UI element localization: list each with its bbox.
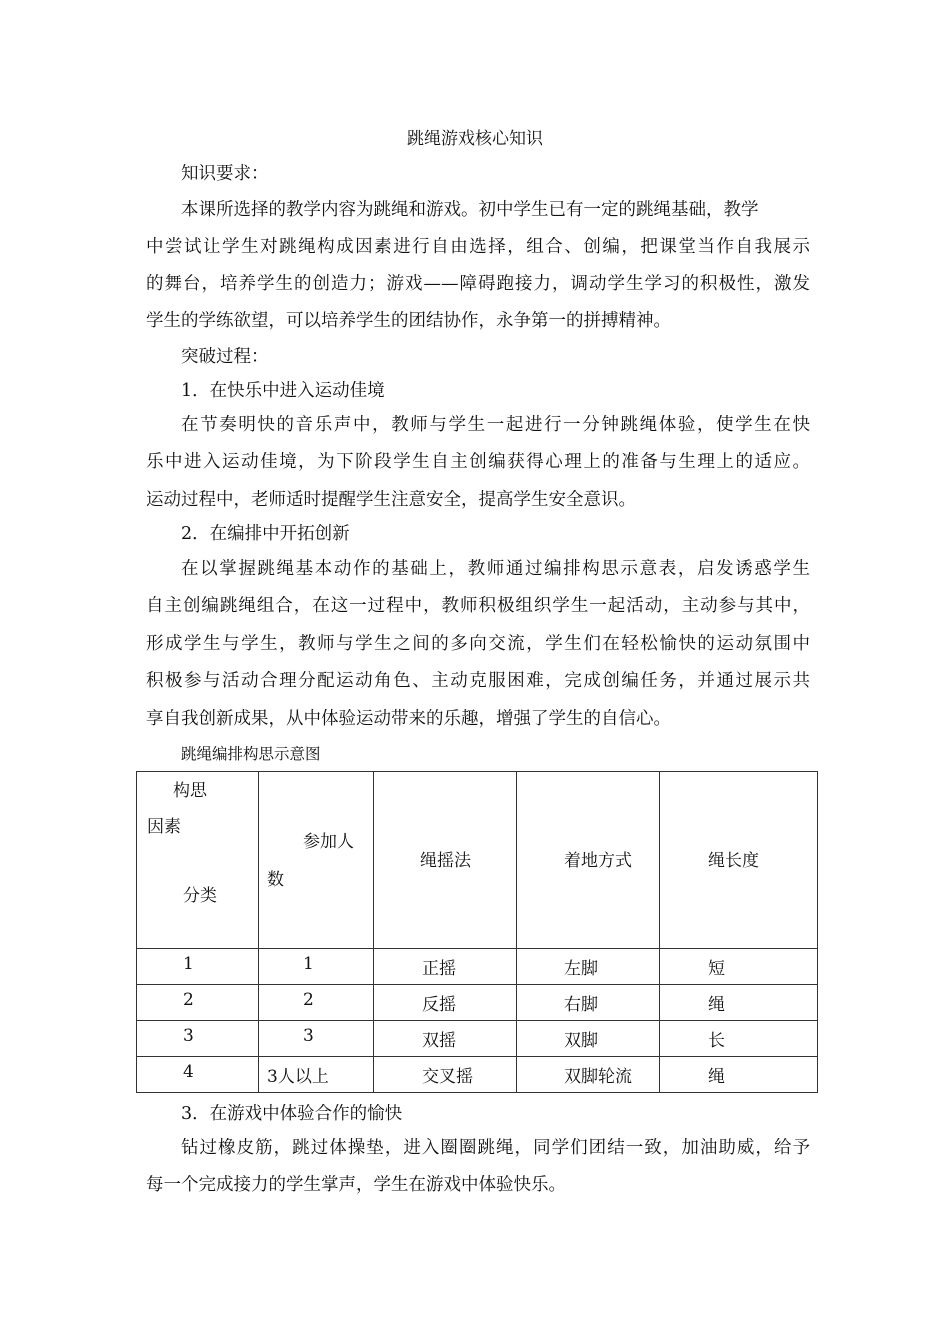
table-cell: 1 xyxy=(303,954,314,974)
participants-header-line2: 数 xyxy=(267,870,284,890)
table-row xyxy=(137,985,818,1021)
table-header-row xyxy=(137,772,818,949)
page-title: 跳绳游戏核心知识 xyxy=(407,129,543,149)
corner-bottom-label: 分类 xyxy=(183,886,217,906)
table-cell: 双脚 xyxy=(564,1031,598,1051)
table-caption: 跳绳编排构思示意图 xyxy=(181,745,321,763)
table-cell: 双脚轮流 xyxy=(564,1067,632,1087)
knowledge-heading: 知识要求： xyxy=(181,164,269,184)
table-cell: 4 xyxy=(183,1062,194,1082)
header-landing: 着地方式 xyxy=(564,851,632,871)
section-2-line-3: 形成学生与学生，教师与学生之间的多向交流，学生们在轻松愉快的运动氛围中 xyxy=(146,634,810,654)
participants-header-cell xyxy=(259,772,374,949)
section-1-title: 1．在快乐中进入运动佳境 xyxy=(181,381,385,401)
table-cell: 2 xyxy=(183,990,194,1010)
section-2-line-2: 自主创编跳绳组合，在这一过程中，教师积极组织学生一起活动，主动参与其中， xyxy=(146,596,810,616)
section-3-title: 3．在游戏中体验合作的愉快 xyxy=(181,1104,403,1124)
section-2-line-5: 享自我创新成果，从中体验运动带来的乐趣，增强了学生的自信心。 xyxy=(146,709,671,729)
table-row xyxy=(137,949,818,985)
table-cell: 3 xyxy=(303,1026,314,1046)
table-cell: 长 xyxy=(708,1031,725,1051)
intro-line-2: 中尝试让学生对跳绳构成因素进行自由选择，组合、创编，把课堂当作自我展示 xyxy=(146,237,810,257)
header-cell-length xyxy=(660,772,818,949)
section-2-line-1: 在以掌握跳绳基本动作的基础上，教师通过编排构思示意表，启发诱惑学生 xyxy=(181,559,810,579)
rope-design-table xyxy=(136,771,818,1093)
table-cell: 绳 xyxy=(708,1067,725,1087)
table-cell: 交叉摇 xyxy=(422,1067,473,1087)
section-1-line-3: 运动过程中，老师适时提醒学生注意安全，提高学生安全意识。 xyxy=(146,490,636,510)
intro-line-3: 的舞台，培养学生的创造力；游戏——障碍跑接力，调动学生学习的积极性，激发 xyxy=(146,274,810,294)
table-cell: 双摇 xyxy=(422,1031,456,1051)
table-cell: 短 xyxy=(708,959,725,979)
section-3-line-1: 钻过橡皮筋，跳过体操垫，进入圈圈跳绳，同学们团结一致，加油助威，给予 xyxy=(181,1138,810,1158)
process-heading: 突破过程： xyxy=(181,347,269,367)
table-cell: 绳 xyxy=(708,995,725,1015)
header-swing: 绳摇法 xyxy=(420,851,471,871)
header-cell-landing xyxy=(517,772,660,949)
table-row xyxy=(137,1021,818,1057)
section-3-line-2: 每一个完成接力的学生掌声，学生在游戏中体验快乐。 xyxy=(146,1175,566,1195)
intro-line-1: 本课所选择的教学内容为跳绳和游戏。初中学生已有一定的跳绳基础，教学 xyxy=(181,200,759,220)
table-cell: 右脚 xyxy=(564,995,598,1015)
header-cell-swing xyxy=(374,772,517,949)
table-row xyxy=(137,1057,818,1093)
section-1-line-2: 乐中进入运动佳境，为下阶段学生自主创编获得心理上的准备与生理上的适应。 xyxy=(146,452,810,472)
header-length: 绳长度 xyxy=(708,851,759,871)
intro-line-4: 学生的学练欲望，可以培养学生的团结协作，永争第一的拼搏精神。 xyxy=(146,311,671,331)
corner-top-label: 构思 xyxy=(173,781,207,801)
section-2-line-4: 积极参与活动合理分配运动角色、主动克服困难，完成创编任务，并通过展示共 xyxy=(146,671,810,691)
section-1-line-1: 在节奏明快的音乐声中，教师与学生一起进行一分钟跳绳体验，使学生在快 xyxy=(181,415,810,435)
corner-mid-label: 因素 xyxy=(147,817,181,837)
table-cell: 左脚 xyxy=(564,959,598,979)
table-cell: 2 xyxy=(303,990,314,1010)
table-cell: 3人以上 xyxy=(267,1067,329,1087)
section-2-title: 2．在编排中开拓创新 xyxy=(181,524,350,544)
table-cell: 3 xyxy=(183,1026,194,1046)
table-cell: 正摇 xyxy=(422,959,456,979)
table-cell: 1 xyxy=(183,954,194,974)
participants-header-line1: 参加人 xyxy=(303,832,354,852)
table-cell: 反摇 xyxy=(422,995,456,1015)
table-corner-cell xyxy=(137,772,259,949)
